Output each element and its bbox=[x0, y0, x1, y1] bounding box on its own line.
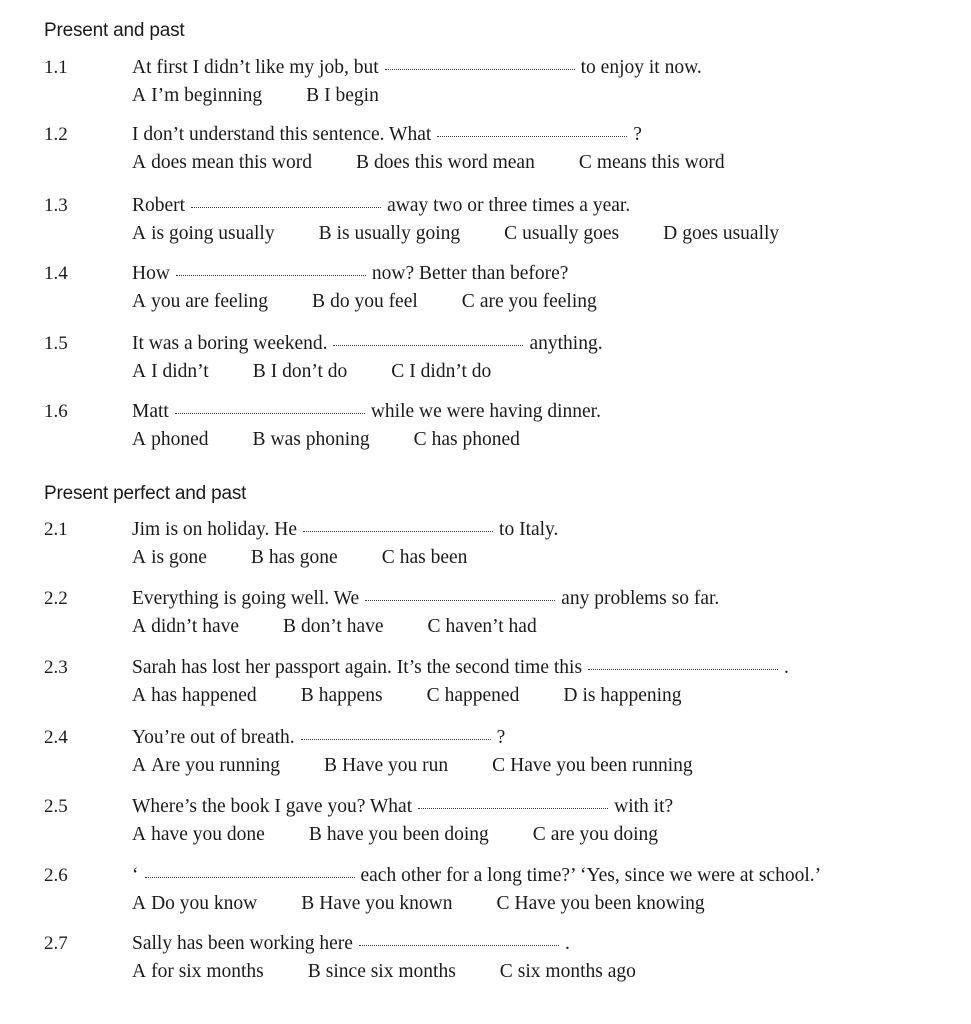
question-text-after: with it? bbox=[614, 796, 674, 817]
question-text-after: ? bbox=[496, 727, 506, 748]
question-text bbox=[132, 796, 673, 818]
answer-option bbox=[283, 616, 384, 638]
question-text bbox=[132, 263, 568, 285]
question-number: 2.1 bbox=[44, 519, 68, 540]
answer-option bbox=[324, 755, 448, 777]
section-title-present-perfect-and-past: Present perfect and past bbox=[44, 483, 247, 504]
option-text: usually goes bbox=[522, 223, 620, 244]
option-letter: C bbox=[492, 755, 506, 776]
option-text: Have you known bbox=[319, 893, 453, 914]
option-letter: C bbox=[427, 616, 441, 637]
question-item bbox=[44, 588, 964, 648]
option-letter: B bbox=[308, 824, 322, 845]
answer-blank bbox=[176, 274, 366, 276]
option-text: is gone bbox=[151, 547, 207, 568]
question-text bbox=[132, 933, 570, 955]
question-item bbox=[44, 263, 964, 323]
option-text: happened bbox=[444, 685, 520, 706]
question-text-after: now? Better than before? bbox=[371, 263, 569, 284]
option-text: I’m beginning bbox=[151, 85, 263, 106]
answer-blank bbox=[191, 206, 381, 208]
option-text: I didn’t do bbox=[409, 361, 492, 382]
answer-option bbox=[306, 85, 379, 107]
question-text-before: You’re out of breath. bbox=[132, 727, 295, 748]
option-text: Have you run bbox=[342, 755, 449, 776]
answer-options bbox=[132, 152, 725, 174]
option-text: has been bbox=[399, 547, 468, 568]
question-text-before: It was a boring weekend. bbox=[132, 333, 328, 354]
answer-blank bbox=[359, 944, 559, 946]
option-letter: A bbox=[132, 291, 147, 312]
option-letter: C bbox=[391, 361, 405, 382]
option-letter: C bbox=[461, 291, 475, 312]
answer-blank bbox=[588, 668, 778, 670]
answer-option bbox=[132, 291, 268, 313]
question-item bbox=[44, 796, 964, 856]
question-item bbox=[44, 333, 964, 393]
answer-option bbox=[132, 755, 280, 777]
question-number: 1.2 bbox=[44, 124, 68, 145]
option-letter: B bbox=[300, 685, 314, 706]
option-text: don’t have bbox=[301, 616, 384, 637]
option-text: are you doing bbox=[550, 824, 658, 845]
answer-option bbox=[579, 152, 725, 174]
answer-option bbox=[132, 547, 207, 569]
option-letter: B bbox=[306, 85, 320, 106]
option-letter: A bbox=[132, 961, 147, 982]
option-letter: B bbox=[252, 361, 266, 382]
answer-option bbox=[500, 961, 636, 983]
answer-options bbox=[132, 223, 779, 245]
option-text: I begin bbox=[324, 85, 379, 106]
question-text-after: any problems so far. bbox=[561, 588, 720, 609]
answer-option bbox=[132, 361, 209, 383]
option-letter: A bbox=[132, 685, 147, 706]
question-item bbox=[44, 657, 964, 717]
option-letter: B bbox=[252, 429, 266, 450]
answer-option bbox=[504, 223, 619, 245]
question-text-before: Where’s the book I gave you? What bbox=[132, 796, 413, 817]
answer-blank bbox=[301, 738, 491, 740]
question-text-before: Sarah has lost her passport again. It’s the second time this bbox=[132, 657, 583, 678]
question-text bbox=[132, 195, 630, 217]
option-letter: C bbox=[413, 429, 427, 450]
option-text: is usually going bbox=[336, 223, 461, 244]
question-text bbox=[132, 124, 642, 146]
option-text: six months ago bbox=[517, 961, 636, 982]
answer-option bbox=[308, 961, 456, 983]
answer-option bbox=[533, 824, 658, 846]
option-text: Do you know bbox=[151, 893, 258, 914]
question-text-after: to Italy. bbox=[499, 519, 559, 540]
question-item bbox=[44, 195, 964, 255]
question-item bbox=[44, 124, 964, 184]
answer-option bbox=[391, 361, 491, 383]
answer-options bbox=[132, 616, 537, 638]
answer-option bbox=[132, 685, 257, 707]
question-text-after: . bbox=[784, 657, 789, 678]
answer-options bbox=[132, 893, 705, 915]
answer-options bbox=[132, 85, 379, 107]
option-text: happens bbox=[318, 685, 383, 706]
question-text-after: while we were having dinner. bbox=[370, 401, 601, 422]
answer-option bbox=[301, 893, 452, 915]
option-text: has phoned bbox=[431, 429, 520, 450]
question-number: 1.5 bbox=[44, 333, 68, 354]
question-text-after: to enjoy it now. bbox=[580, 57, 702, 78]
answer-option bbox=[427, 685, 520, 707]
option-text: have you done bbox=[151, 824, 265, 845]
option-text: Are you running bbox=[151, 755, 280, 776]
option-letter: D bbox=[563, 685, 578, 706]
option-letter: A bbox=[132, 85, 147, 106]
question-text-before: ‘ bbox=[132, 865, 139, 886]
question-text bbox=[132, 57, 702, 79]
option-letter: A bbox=[132, 152, 147, 173]
answer-option bbox=[462, 291, 597, 313]
option-letter: B bbox=[355, 152, 369, 173]
question-text-before: How bbox=[132, 263, 170, 284]
question-item bbox=[44, 57, 964, 117]
question-number: 2.2 bbox=[44, 588, 68, 609]
question-number: 2.4 bbox=[44, 727, 68, 748]
answer-option bbox=[319, 223, 461, 245]
option-letter: B bbox=[307, 961, 321, 982]
option-letter: C bbox=[381, 547, 395, 568]
option-text: didn’t have bbox=[151, 616, 240, 637]
answer-options bbox=[132, 291, 597, 313]
option-letter: B bbox=[301, 893, 315, 914]
question-number: 2.5 bbox=[44, 796, 68, 817]
answer-option bbox=[132, 223, 275, 245]
option-letter: A bbox=[132, 361, 147, 382]
option-letter: A bbox=[132, 893, 147, 914]
question-text-after: . bbox=[564, 933, 570, 954]
option-text: I didn’t bbox=[151, 361, 209, 382]
answer-option bbox=[382, 547, 468, 569]
option-text: does mean this word bbox=[151, 152, 312, 173]
question-item bbox=[44, 865, 964, 925]
answer-blank bbox=[365, 599, 555, 601]
question-text bbox=[132, 519, 558, 541]
answer-blank bbox=[385, 68, 575, 70]
answer-option bbox=[253, 361, 348, 383]
question-number: 2.7 bbox=[44, 933, 68, 954]
answer-option bbox=[253, 429, 370, 451]
answer-option bbox=[132, 429, 209, 451]
option-text: was phoning bbox=[270, 429, 370, 450]
option-letter: A bbox=[132, 223, 147, 244]
option-letter: B bbox=[324, 755, 338, 776]
answer-option bbox=[132, 85, 262, 107]
answer-option bbox=[663, 223, 779, 245]
answer-options bbox=[132, 961, 636, 983]
question-text-after: ? bbox=[633, 124, 642, 145]
option-letter: A bbox=[132, 824, 147, 845]
answer-option bbox=[356, 152, 535, 174]
answer-blank bbox=[175, 412, 365, 414]
option-letter: A bbox=[132, 616, 147, 637]
answer-options bbox=[132, 361, 491, 383]
option-text: Have you been running bbox=[510, 755, 693, 776]
answer-options bbox=[132, 547, 467, 569]
question-text-after: anything. bbox=[529, 333, 603, 354]
question-text bbox=[132, 727, 505, 749]
option-text: have you been doing bbox=[326, 824, 489, 845]
option-text: phoned bbox=[151, 429, 209, 450]
answer-option bbox=[563, 685, 681, 707]
option-letter: A bbox=[132, 755, 147, 776]
question-number: 1.4 bbox=[44, 263, 68, 284]
option-letter: A bbox=[132, 429, 147, 450]
question-text bbox=[132, 401, 601, 423]
option-letter: B bbox=[312, 291, 326, 312]
answer-option bbox=[132, 152, 312, 174]
answer-blank bbox=[437, 135, 627, 137]
question-text-before: Sally has been working here bbox=[132, 933, 353, 954]
question-text-before: Jim is on holiday. He bbox=[132, 519, 298, 540]
question-text-before: Matt bbox=[132, 401, 169, 422]
option-text: is going usually bbox=[151, 223, 275, 244]
answer-option bbox=[309, 824, 489, 846]
answer-options bbox=[132, 685, 682, 707]
question-text bbox=[132, 657, 789, 679]
option-letter: D bbox=[663, 223, 678, 244]
question-number: 1.1 bbox=[44, 57, 68, 78]
question-item bbox=[44, 727, 964, 787]
answer-option bbox=[132, 824, 265, 846]
answer-option bbox=[492, 755, 693, 777]
option-letter: C bbox=[532, 824, 546, 845]
option-text: do you feel bbox=[330, 291, 418, 312]
option-letter: C bbox=[578, 152, 592, 173]
question-text-after: away two or three times a year. bbox=[387, 195, 631, 216]
answer-option bbox=[301, 685, 383, 707]
section-title-present-and-past: Present and past bbox=[44, 20, 185, 41]
question-text-before: I don’t understand this sentence. What bbox=[132, 124, 432, 145]
option-letter: A bbox=[132, 547, 147, 568]
question-number: 2.6 bbox=[44, 865, 68, 886]
question-text bbox=[132, 333, 603, 355]
question-item bbox=[44, 933, 964, 993]
option-text: has gone bbox=[268, 547, 338, 568]
option-text: for six months bbox=[151, 961, 264, 982]
answer-blank bbox=[303, 530, 493, 532]
question-text-before: Everything is going well. We bbox=[132, 588, 360, 609]
question-number: 2.3 bbox=[44, 657, 68, 678]
option-letter: B bbox=[318, 223, 332, 244]
answer-blank bbox=[333, 344, 523, 346]
answer-options bbox=[132, 755, 693, 777]
answer-option bbox=[428, 616, 537, 638]
option-text: does this word mean bbox=[373, 152, 535, 173]
option-text: goes usually bbox=[682, 223, 780, 244]
answer-option bbox=[132, 961, 264, 983]
option-text: is happening bbox=[582, 685, 682, 706]
option-letter: C bbox=[496, 893, 510, 914]
answer-option bbox=[132, 616, 239, 638]
option-letter: B bbox=[250, 547, 264, 568]
question-text-before: Robert bbox=[132, 195, 186, 216]
option-letter: C bbox=[504, 223, 518, 244]
option-text: I don’t do bbox=[270, 361, 348, 382]
answer-option bbox=[312, 291, 418, 313]
option-letter: C bbox=[499, 961, 513, 982]
question-text bbox=[132, 865, 821, 887]
answer-option bbox=[251, 547, 338, 569]
question-number: 1.3 bbox=[44, 195, 68, 216]
question-text-after: each other for a long time?’ ‘Yes, since we were at school.’ bbox=[360, 865, 822, 886]
question-text bbox=[132, 588, 719, 610]
answer-options bbox=[132, 824, 658, 846]
option-text: has happened bbox=[151, 685, 257, 706]
question-item bbox=[44, 519, 964, 579]
option-text: haven’t had bbox=[445, 616, 537, 637]
question-text-before: At first I didn’t like my job, but bbox=[132, 57, 379, 78]
option-text: Have you been knowing bbox=[514, 893, 705, 914]
question-item bbox=[44, 401, 964, 461]
question-number: 1.6 bbox=[44, 401, 68, 422]
option-text: means this word bbox=[596, 152, 725, 173]
option-letter: B bbox=[283, 616, 297, 637]
answer-option bbox=[132, 893, 257, 915]
answer-blank bbox=[418, 807, 608, 809]
option-text: are you feeling bbox=[479, 291, 597, 312]
answer-option bbox=[414, 429, 520, 451]
option-letter: C bbox=[426, 685, 440, 706]
answer-blank bbox=[145, 876, 355, 878]
answer-options bbox=[132, 429, 520, 451]
option-text: you are feeling bbox=[151, 291, 269, 312]
answer-option bbox=[497, 893, 705, 915]
option-text: since six months bbox=[325, 961, 456, 982]
